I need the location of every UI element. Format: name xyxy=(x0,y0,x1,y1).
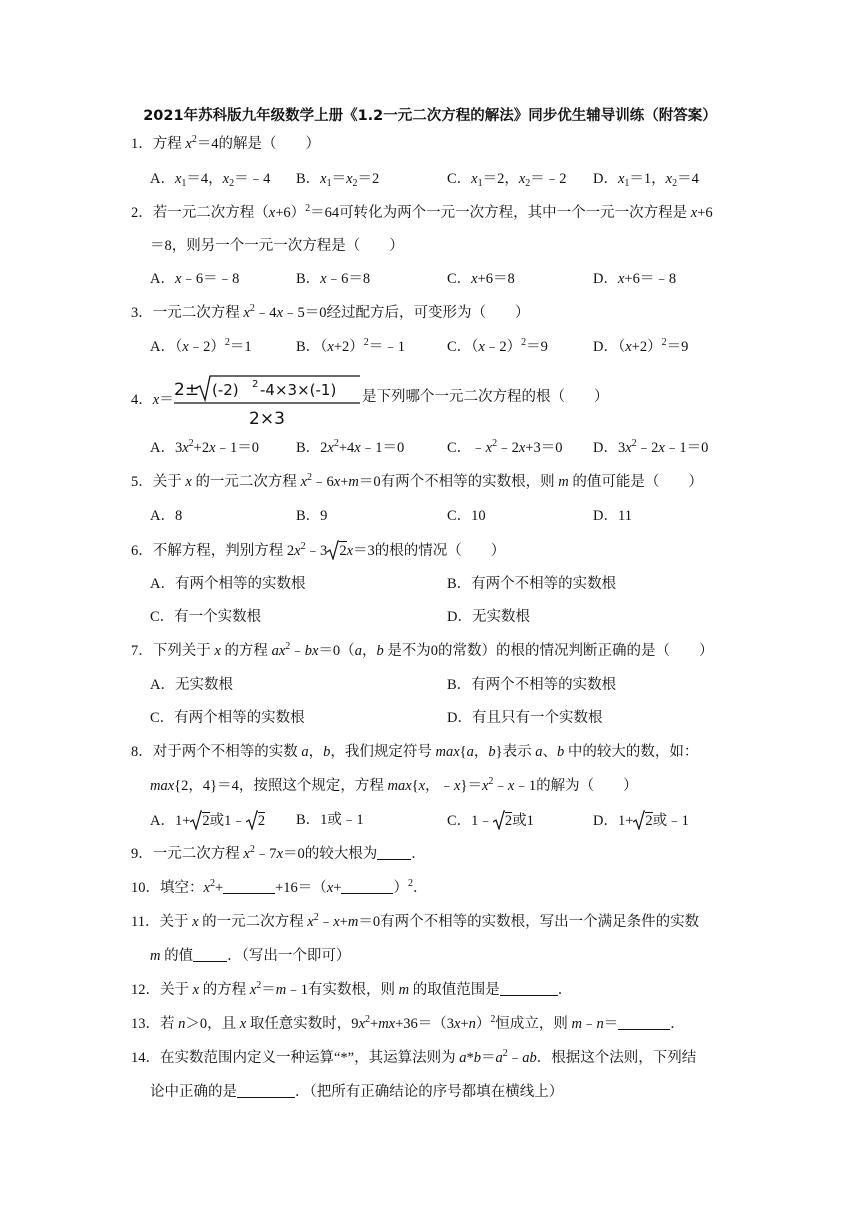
question-13: 13．若 n＞0，且 x 取任意实数时，$9x^2+mx+36=(3x+n)^2$恒成立，则 m﹣n＝ ． xyxy=(131,1014,685,1032)
option-d[interactable]: D．$x_1=1$，$x_2=4$ xyxy=(593,171,699,189)
question-7-options xyxy=(150,675,770,695)
option-a[interactable]: A．x﹣6＝﹣8 xyxy=(150,271,240,287)
answer-blank[interactable] xyxy=(500,981,558,996)
option-b[interactable]: B．1或﹣1 xyxy=(296,812,364,828)
question-14: 14．在实数范围内定义一种运算“*”，其运算法则为 $a*b=a^2﹣ab$．根据这个法则，下列结 xyxy=(131,1048,697,1066)
option-a[interactable]: A．有两个相等的实数根 xyxy=(150,576,306,592)
question-14-line-2: 论中正确的是 ．（把所有正确结论的序号都填在横线上） xyxy=(150,1084,564,1100)
numerator-rest: -4×3×(-1) xyxy=(260,381,337,399)
option-b[interactable]: B．$x_1=x_2=2$ xyxy=(296,171,380,189)
option-d[interactable]: D．x+6＝﹣8 xyxy=(593,271,677,287)
option-a[interactable]: A．无实数根 xyxy=(150,677,233,693)
question-1-options xyxy=(150,169,770,189)
option-c[interactable]: C．$﹣x^2﹣2x+3=0$ xyxy=(447,438,563,456)
option-d[interactable]: D．有且只有一个实数根 xyxy=(447,710,603,726)
option-b[interactable]: B．有两个不相等的实数根 xyxy=(447,677,617,693)
option-c[interactable]: C．有两个相等的实数根 xyxy=(150,710,305,726)
page-title: 2021年苏科版九年级数学上册《1.2一元二次方程的解法》同步优生辅导训练（附答案） xyxy=(143,108,717,124)
question-8: 8．对于两个不相等的实数 a，b，我们规定符号 max{a，b}表示 a、b 中的较大的数，如： xyxy=(131,744,699,760)
denominator: 2×3 xyxy=(249,409,285,429)
option-c[interactable]: C．（x﹣2）$^2$＝9 xyxy=(447,337,548,355)
option-b[interactable]: B．x﹣6＝8 xyxy=(296,271,371,287)
sqrt-sign xyxy=(246,810,258,830)
option-d[interactable]: D．$(x+2)^2=9$ xyxy=(593,337,689,355)
answer-blank[interactable] xyxy=(618,1015,670,1030)
question-5: 5．关于 x 的一元二次方程 $x^2﹣6x+m=0$有两个不相等的实数根，则 m 的值可能是（ ） xyxy=(131,472,703,490)
question-7-options-row-2 xyxy=(150,708,770,728)
question-11-line-2: m 的值 ．（写出一个即可） xyxy=(150,948,351,964)
option-c[interactable]: C．1﹣ 2或1 xyxy=(447,810,534,831)
numerator-lead: 2± xyxy=(174,380,200,400)
question-4-stem: 是下列哪个一元二次方程的根（ ） xyxy=(362,389,609,405)
question-4-options xyxy=(150,438,770,458)
question-2-options xyxy=(150,269,770,289)
question-2: 2．若一元二次方程$(x+6)^2=64$可转化为两个一元一次方程，其中一个一元一次方程是 x+6 xyxy=(131,203,713,221)
question-7: 7．下列关于 x 的方程 $ax^2﹣bx=0(a$，b 是不为0的常数）的根的情况判断正确的是（ ） xyxy=(131,641,714,659)
question-8-options xyxy=(150,810,770,830)
quadratic-formula-fraction xyxy=(172,374,362,430)
question-5-options xyxy=(150,506,770,526)
option-d[interactable]: D．无实数根 xyxy=(447,609,530,625)
sqrt-sign xyxy=(493,810,505,830)
sqrt-radicand: 2 xyxy=(339,543,347,559)
option-c[interactable]: C．$x_1=2$，$x_2=﹣2$ xyxy=(447,171,567,189)
option-d[interactable]: D．1+ 2或﹣1 xyxy=(593,810,689,831)
question-11: 11．关于 x 的一元二次方程 $x^2﹣x+m=0$有两个不相等的实数根，写出一个满足条件的实数 xyxy=(131,912,700,930)
option-a[interactable]: A．8 xyxy=(150,508,183,524)
question-1: 1．方程 $x^2=4$的解是（ ） xyxy=(131,134,321,152)
question-8-line-2: max{2，4}＝4，按照这个规定，方程 max{x，$﹣x\}=x^2﹣x﹣1$的解为（ ） xyxy=(150,776,638,794)
answer-blank[interactable] xyxy=(377,845,411,860)
question-6-options-row-2 xyxy=(150,607,770,627)
option-a[interactable]: A．1+ 2或1﹣ 2 xyxy=(150,810,265,831)
option-a[interactable]: A．$x_1=4$，$x_2=﹣4$ xyxy=(150,171,271,189)
option-c[interactable]: C．有一个实数根 xyxy=(150,609,262,625)
question-10: 10．填空：$x^2+ +16=(x+ )^2$． xyxy=(131,878,428,896)
question-6: 6．不解方程，判别方程 $2x^2﹣3$ 2x＝3的根的情况（ ） xyxy=(131,541,506,559)
question-3-options xyxy=(150,337,770,357)
numerator-base: (-2) xyxy=(212,381,239,399)
question-3: 3．一元二次方程 $x^2﹣4x﹣5=0$经过配方后，可变形为（ ） xyxy=(131,303,530,321)
question-2-line-2: ＝8，则另一个一元一次方程是（ ） xyxy=(150,238,404,254)
option-b[interactable]: B．$2x^2+4x﹣1=0$ xyxy=(296,438,405,456)
option-a[interactable]: A．$3x^2+2x﹣1=0$ xyxy=(150,438,260,456)
sqrt-sign xyxy=(633,810,645,830)
sqrt-sign xyxy=(327,540,339,560)
option-b[interactable]: B．$(x+2)^2=﹣1$ xyxy=(296,337,406,355)
answer-blank[interactable] xyxy=(223,879,275,894)
answer-blank[interactable] xyxy=(341,879,393,894)
option-d[interactable]: D．$3x^2﹣2x﹣1=0$ xyxy=(593,438,709,456)
answer-blank[interactable] xyxy=(237,1083,295,1098)
option-a[interactable]: A．（x﹣2）$^2$＝1 xyxy=(150,337,252,355)
option-d[interactable]: D．11 xyxy=(593,508,632,524)
question-12: 12．关于 x 的方程 $x^2=m﹣1$有实数根，则 m 的取值范围是 ． xyxy=(131,980,573,998)
answer-blank[interactable] xyxy=(193,947,227,962)
question-4: 4．x＝ xyxy=(131,392,174,408)
option-c[interactable]: C．x+6＝8 xyxy=(447,271,515,287)
question-9: 9．一元二次方程 $x^2﹣7x=0$的较大根为 ． xyxy=(131,844,426,862)
option-c[interactable]: C．10 xyxy=(447,508,486,524)
question-6-options xyxy=(150,574,770,594)
sqrt-sign xyxy=(190,810,202,830)
numerator-exponent: 2 xyxy=(252,379,259,390)
option-b[interactable]: B．有两个不相等的实数根 xyxy=(447,576,617,592)
option-b[interactable]: B．9 xyxy=(296,508,328,524)
